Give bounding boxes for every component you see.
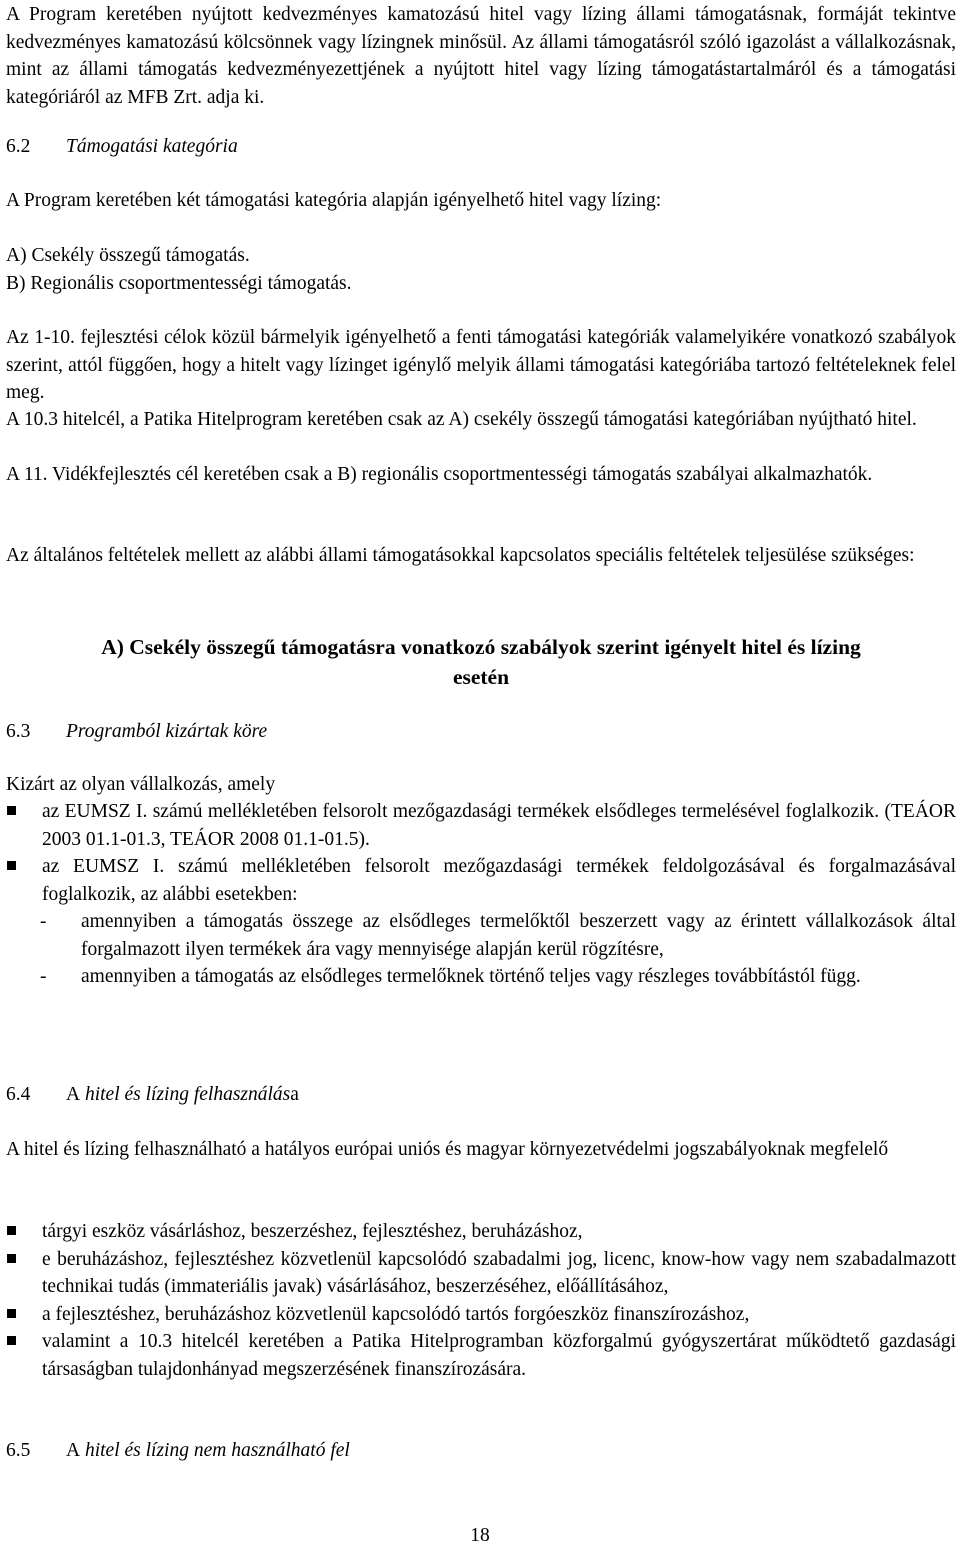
section-number: 6.5	[6, 1440, 31, 1461]
category-a: A) Csekély összegű támogatás.	[6, 245, 250, 266]
intro-paragraph: A Program keretében nyújtott kedvezményes kamatozású hitel vagy lízing állami támogatásnak, formáját tekintve kedvezményes kamatozású kölcsönnek vagy lízingnek minősül. Az állami támogatásról szóló igazolást a vállalkozásnak, mint az állami támogatás kedvezményezettjének a nyújtott hitel vagy lízing támogatástartalmáról és a támogatási kategóriáról az MFB Zrt. adja ki.	[6, 4, 956, 108]
special-conditions-paragraph: Az általános feltételek mellett az alábbi állami támogatásokkal kapcsolatos speciális feltételek teljesülése szükséges:	[6, 545, 915, 566]
excluded-lead: Kizárt az olyan vállalkozás, amely	[6, 774, 276, 795]
section-title: A hitel és lízing felhasználása	[66, 1084, 299, 1105]
section-6-2-heading	[6, 133, 238, 160]
list-item: a fejlesztéshez, beruházáshoz közvetlenül kapcsolódó tartós forgóeszköz finanszírozáshoz,	[6, 1301, 956, 1329]
section-number: 6.4	[6, 1084, 31, 1105]
section-title: A hitel és lízing nem használható fel	[66, 1440, 350, 1461]
usage-lead: A hitel és lízing felhasználható a hatályos európai uniós és magyar környezetvédelmi jogszabályoknak megfelelő	[6, 1139, 889, 1160]
section-6-3-heading	[6, 718, 267, 745]
list-item: az EUMSZ I. számú mellékletében felsorolt mezőgazdasági termékek feldolgozásával és forgalmazásával foglalkozik, az alábbi esetekben:	[6, 853, 956, 908]
excluded-list	[6, 798, 956, 991]
list-item: valamint a 10.3 hitelcél keretében a Patika Hitelprogramban közforgalmú gyógyszertárat működtető gazdasági társaságban tulajdonhányad megszerzésének finanszírozására.	[6, 1328, 956, 1383]
list-item: tárgyi eszköz vásárláshoz, beszerzéshez, fejlesztéshez, beruházáshoz,	[6, 1218, 956, 1246]
list-item: e beruházáshoz, fejlesztéshez közvetlenül kapcsolódó szabadalmi jog, licenc, know-how vagy nem szabadalmazott technikai tudás (immateriális javak) vásárlásához, beszerzéséhez, előállításához,	[6, 1246, 956, 1301]
dash-item: - amennyiben a támogatás összege az elsődleges termelőktől beszerzett vagy az érintett vállalkozások által forgalmazott ilyen termékek ára vagy mennyisége alapján kerül rögzítésre,	[6, 908, 956, 963]
list-item: az EUMSZ I. számú mellékletében felsorolt mezőgazdasági termékek elsődleges termelésével foglalkozik. (TEÁOR 2003 01.1-01.3, TEÁOR 2008 01.1-01.5).	[6, 798, 956, 853]
section-6-5-heading	[6, 1437, 350, 1464]
rural-paragraph: A 11. Vidékfejlesztés cél keretében csak a B) regionális csoportmentességi támogatás szabályai alkalmazhatók.	[6, 464, 873, 485]
patika-paragraph: A 10.3 hitelcél, a Patika Hitelprogram keretében csak az A) csekély összegű támogatási kategóriában nyújtható hitel.	[6, 409, 917, 430]
dash-item: - amennyiben a támogatás az elsődleges termelőknek történő teljes vagy részleges továbbítástól függ.	[6, 963, 956, 991]
section-a-title: A) Csekély összegű támogatásra vonatkozó szabályok szerint igényelt hitel és lízing esetén	[101, 635, 861, 689]
category-b: B) Regionális csoportmentességi támogatás.	[6, 273, 352, 294]
usage-list	[6, 1218, 956, 1383]
section-6-4-heading	[6, 1081, 299, 1108]
section-title: Programból kizártak köre	[66, 721, 268, 742]
section-number: 6.3	[6, 721, 31, 742]
category-intro: A Program keretében két támogatási kategória alapján igényelhető hitel vagy lízing:	[6, 190, 662, 211]
page-number: 18	[470, 1525, 490, 1546]
eligibility-paragraph: Az 1-10. fejlesztési célok közül bármelyik igényelhető a fenti támogatási kategóriák valamelyikére vonatkozó szabályok szerint, attól függően, hogy a hitelt vagy lízinget igénylő melyik állami támogatási kategóriába tartozó feltételeknek felel meg.	[6, 327, 956, 403]
section-title: Támogatási kategória	[66, 136, 238, 157]
section-number: 6.2	[6, 136, 31, 157]
